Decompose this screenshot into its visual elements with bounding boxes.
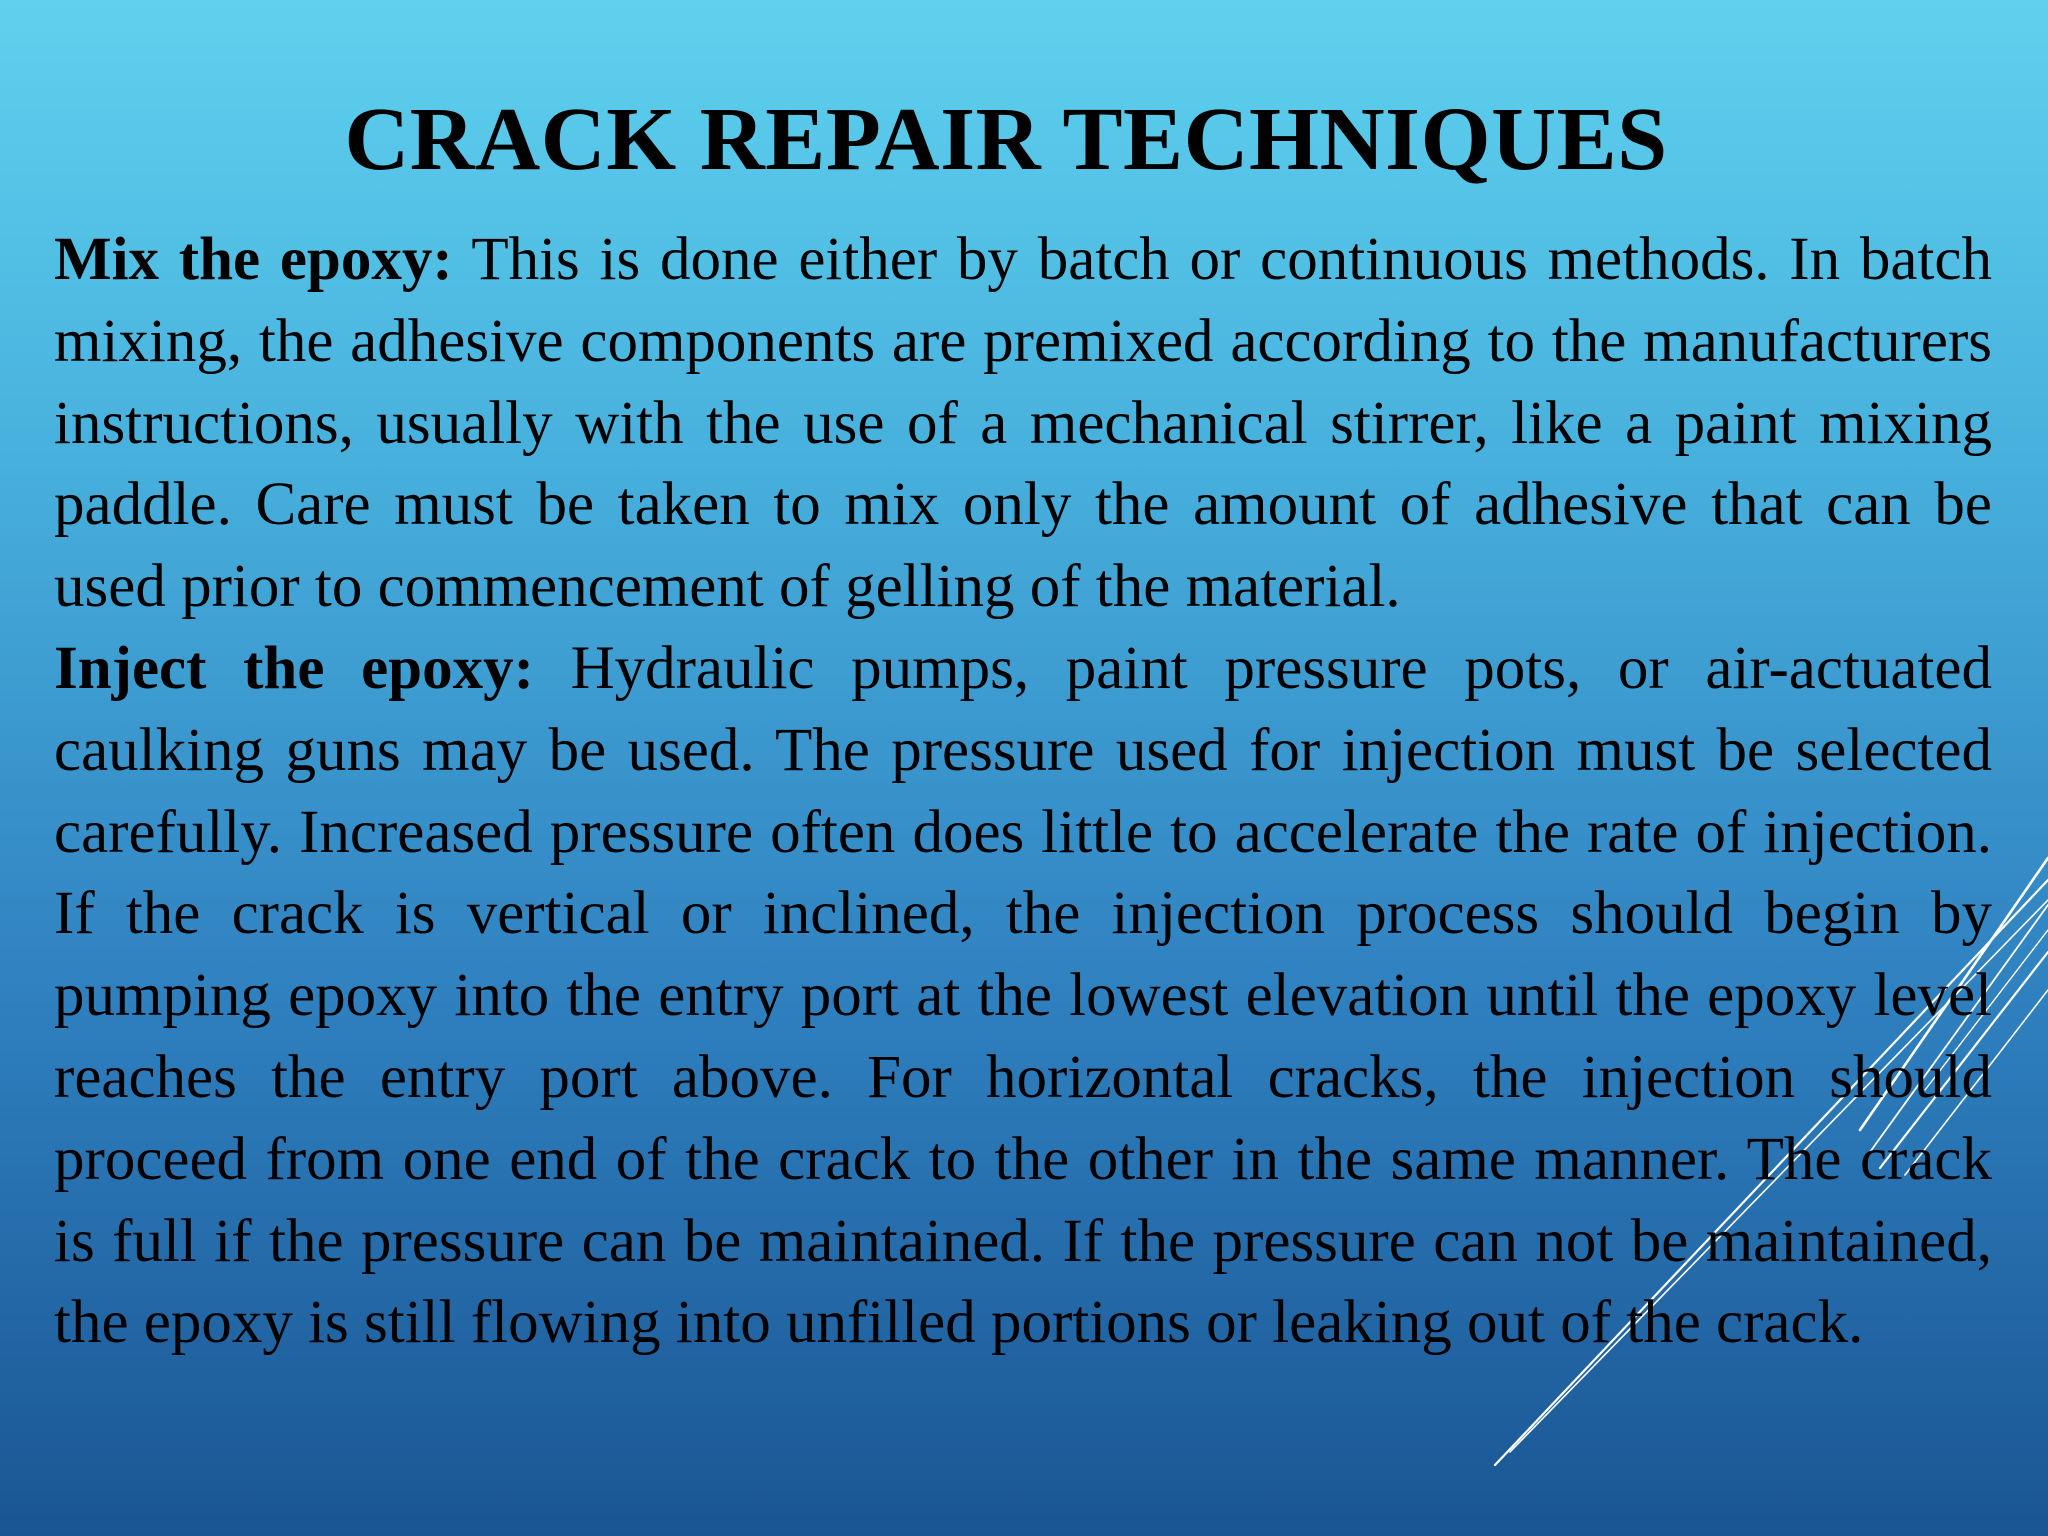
- paragraph-inject-epoxy: [54, 628, 1992, 1364]
- slide-title: CRACK REPAIR TECHNIQUES: [344, 90, 1668, 189]
- paragraph-mix-epoxy: [54, 219, 1992, 628]
- slide-body: [54, 219, 1992, 1364]
- paragraph-text: This is done either by batch or continuous methods. In batch mixing, the adhesive components are premixed according to the manufacturers instructions, usually with the use of a mechanical stirrer, like a paint mixing paddle. Care must be taken to mix only the amount of adhesive that can be used prior to commencement of gelling of the material.: [54, 226, 1992, 621]
- paragraph-text: Hydraulic pumps, paint pressure pots, or air-actuated caulking guns may be used. The pressure used for injection must be selected carefully. Increased pressure often does little to accelerate the rate of injection. If the crack is vertical or inclined, the injection process should begin by pumping epoxy into the entry port at the lowest elevation until the epoxy level reaches the entry port above. For horizontal cracks, the injection should proceed from one end of the crack to the other in the same manner. The crack is full if the pressure can be maintained. If the pressure can not be maintained, the epoxy is still flowing into unfilled portions or leaking out of the crack.: [54, 634, 1992, 1357]
- paragraph-label: Mix the epoxy:: [54, 226, 453, 293]
- paragraph-label: Inject the epoxy:: [54, 634, 534, 702]
